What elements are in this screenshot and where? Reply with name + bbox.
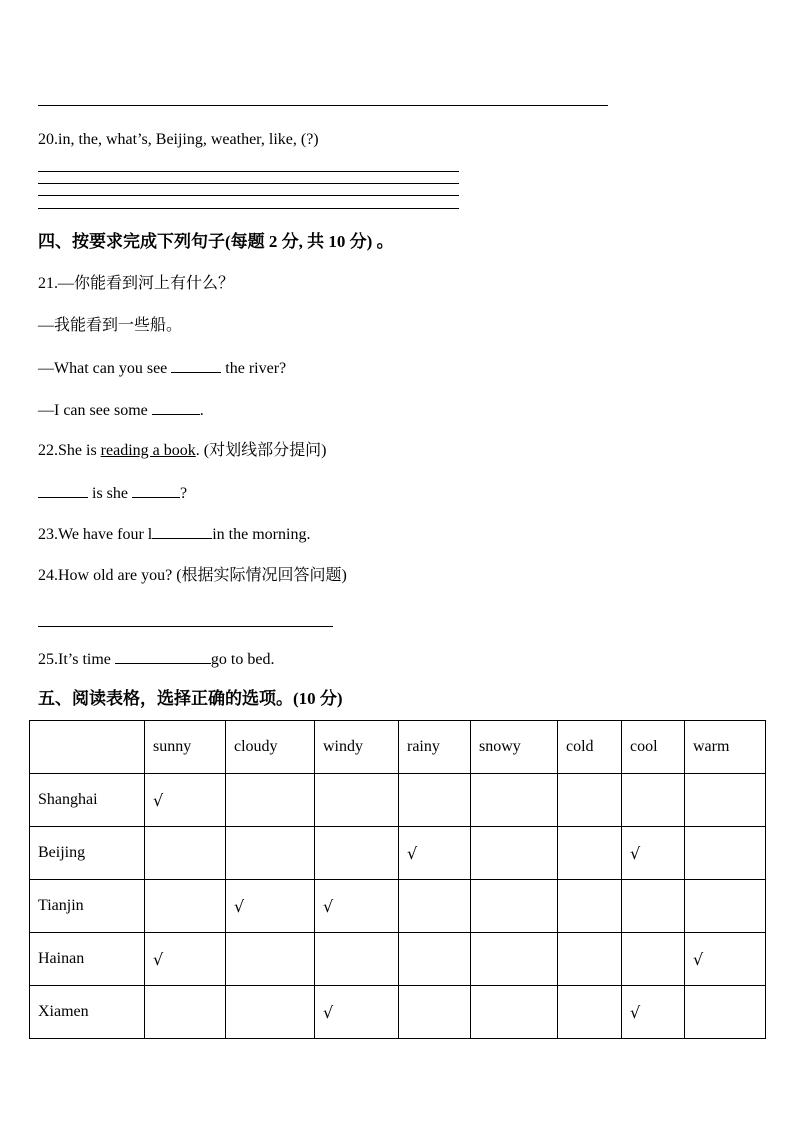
city-cell: Tianjin (30, 880, 145, 933)
check-cell (315, 933, 399, 986)
check-cell (558, 933, 622, 986)
fill-blank[interactable] (152, 524, 212, 539)
question-number: 22. (38, 442, 58, 459)
city-cell: Beijing (30, 827, 145, 880)
fill-blank[interactable] (152, 400, 200, 415)
header-cell: snowy (471, 721, 558, 774)
sentence-part: It’s time (58, 651, 115, 668)
header-cell: sunny (145, 721, 226, 774)
check-cell: √ (315, 986, 399, 1039)
answer-line-20c[interactable] (38, 195, 459, 196)
check-cell (226, 933, 315, 986)
question-number: 20. (38, 131, 58, 148)
table-row (30, 774, 766, 827)
fill-blank[interactable] (115, 649, 211, 664)
sentence-part: . (199, 402, 204, 419)
sentence-part: the river? (221, 360, 287, 377)
header-cell: cold (558, 721, 622, 774)
sentence-part: go to bed. (210, 651, 275, 668)
question-25 (38, 649, 274, 670)
city-cell: Xiamen (30, 986, 145, 1039)
check-cell (685, 986, 766, 1039)
sentence-part: . (对划线部分提问) (195, 442, 327, 459)
city-cell: Shanghai (30, 774, 145, 827)
question-number: 24. (38, 567, 58, 584)
check-cell (685, 880, 766, 933)
weather-table (29, 720, 766, 1039)
question-22-answer (38, 483, 187, 504)
answer-line-20a[interactable] (38, 171, 459, 172)
question-21-zh-2: —我能看到一些船。 (38, 317, 183, 334)
check-cell: √ (399, 827, 471, 880)
check-cell (315, 827, 399, 880)
check-cell (558, 827, 622, 880)
section-4-heading: 四、按要求完成下列句子(每题 2 分, 共 10 分) 。 (38, 232, 394, 251)
check-cell (471, 933, 558, 986)
sentence-part: in the morning. (212, 526, 311, 543)
answer-line-24[interactable] (38, 626, 333, 627)
sentence-part: —I can see some (38, 402, 152, 419)
check-cell (399, 933, 471, 986)
table-row (30, 933, 766, 986)
question-text: How old are you? (根据实际情况回答问题) (58, 567, 347, 584)
answer-line-20b[interactable] (38, 183, 459, 184)
check-cell: √ (685, 933, 766, 986)
check-cell (558, 986, 622, 1039)
question-text: in, the, what’s, Beijing, weather, like, (?) (58, 131, 319, 148)
check-cell (471, 880, 558, 933)
check-cell (226, 827, 315, 880)
question-23 (38, 524, 310, 545)
table-header-row (30, 721, 766, 774)
check-cell (226, 986, 315, 1039)
answer-line-19[interactable] (38, 105, 608, 106)
fill-blank[interactable] (171, 358, 221, 373)
check-cell: √ (226, 880, 315, 933)
check-cell (685, 827, 766, 880)
sentence-part: is she (88, 485, 132, 502)
check-cell (315, 774, 399, 827)
check-cell (226, 774, 315, 827)
check-cell (558, 880, 622, 933)
check-cell (471, 827, 558, 880)
check-cell: √ (145, 774, 226, 827)
answer-line-20d[interactable] (38, 208, 459, 209)
table-row (30, 880, 766, 933)
check-cell (399, 880, 471, 933)
header-cell: cool (622, 721, 685, 774)
question-20 (38, 130, 319, 150)
question-number: 21. (38, 275, 58, 292)
check-cell (399, 986, 471, 1039)
question-number: 25. (38, 651, 58, 668)
question-24 (38, 566, 347, 586)
question-21-en-2 (38, 400, 204, 421)
section-5-heading: 五、阅读表格，选择正确的选项。(10 分) (38, 689, 343, 708)
check-cell (622, 933, 685, 986)
check-cell: √ (145, 933, 226, 986)
city-cell: Hainan (30, 933, 145, 986)
header-cell: rainy (399, 721, 471, 774)
header-cell: warm (685, 721, 766, 774)
fill-blank[interactable] (38, 483, 88, 498)
header-cell: cloudy (226, 721, 315, 774)
check-cell: √ (315, 880, 399, 933)
check-cell (622, 774, 685, 827)
check-cell: √ (622, 986, 685, 1039)
question-text-zh-1: —你能看到河上有什么？ (58, 275, 235, 292)
check-cell: √ (622, 827, 685, 880)
check-cell (145, 880, 226, 933)
question-number: 23. (38, 526, 58, 543)
sentence-part: ? (180, 485, 188, 502)
header-cell (30, 721, 145, 774)
check-cell (471, 774, 558, 827)
check-cell (685, 774, 766, 827)
header-cell: windy (315, 721, 399, 774)
sentence-part: She is (58, 442, 101, 459)
check-cell (145, 827, 226, 880)
question-22 (38, 441, 326, 461)
table-row (30, 827, 766, 880)
check-cell (622, 880, 685, 933)
check-cell (399, 774, 471, 827)
underlined-phrase: reading a book (100, 442, 196, 459)
sentence-part: —What can you see (38, 360, 172, 377)
table-row (30, 986, 766, 1039)
question-21 (38, 274, 234, 294)
fill-blank[interactable] (132, 483, 180, 498)
check-cell (558, 774, 622, 827)
check-cell (145, 986, 226, 1039)
question-21-en-1 (38, 358, 286, 379)
check-cell (471, 986, 558, 1039)
sentence-part: We have four l (58, 526, 153, 543)
